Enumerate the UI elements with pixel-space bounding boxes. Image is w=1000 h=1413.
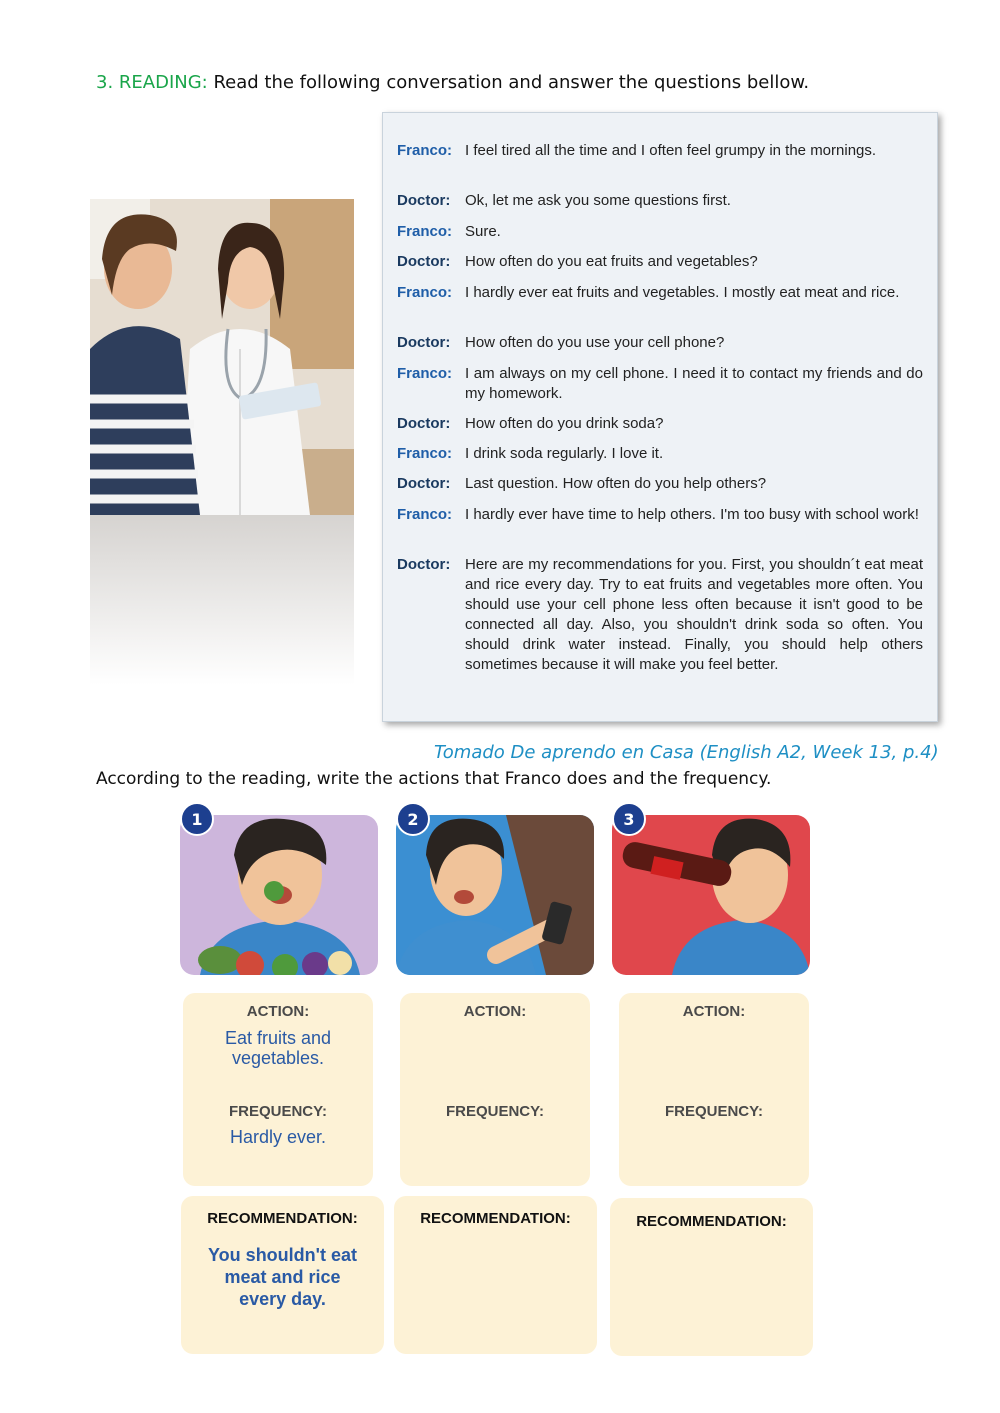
speaker-label: Doctor: <box>397 415 451 432</box>
drinking-soda-picture <box>612 815 810 975</box>
frequency-label: FREQUENCY: <box>445 1103 545 1120</box>
speaker-label: Doctor: <box>397 192 451 209</box>
doctor-patient-photo <box>90 199 354 515</box>
speaker-label: Doctor: <box>397 253 451 270</box>
dialogue-line <box>397 555 923 675</box>
speaker-label: Doctor: <box>397 556 451 573</box>
speaker-label: Doctor: <box>397 475 451 492</box>
recommendation-box <box>610 1198 813 1356</box>
using-phone-picture <box>396 815 594 975</box>
dialogue-text: I drink soda regularly. I love it. <box>465 445 664 462</box>
recommendation-box <box>181 1196 384 1354</box>
action-frequency-box <box>400 993 590 1186</box>
dialogue-line <box>397 505 923 525</box>
speaker-label: Franco: <box>397 506 453 523</box>
exercise-instruction: Read the following conversation and answer the questions bellow. <box>207 72 810 93</box>
exercise-heading <box>96 72 809 93</box>
dialogue-text: Ok, let me ask you some questions first. <box>465 192 731 209</box>
dialogue-line <box>397 191 923 211</box>
recommendation-label: RECOMMENDATION: <box>207 1210 358 1227</box>
action-label: ACTION: <box>463 1003 527 1020</box>
speaker-label: Franco: <box>397 142 453 159</box>
dialogue-line <box>397 444 923 464</box>
frequency-answer[interactable]: Hardly ever. <box>229 1127 327 1147</box>
recommendation-label: RECOMMENDATION: <box>636 1213 787 1230</box>
recommendation-answer[interactable]: You shouldn't eat meat and rice every day. <box>208 1245 357 1309</box>
task-instruction: According to the reading, write the actions that Franco does and the frequency. <box>96 769 772 789</box>
action-frequency-box <box>183 993 373 1186</box>
exercise-number: 3. READING: <box>96 72 208 93</box>
action-label: ACTION: <box>682 1003 746 1020</box>
dialogue-panel <box>382 112 938 722</box>
dialogue-line <box>397 474 923 494</box>
action-frequency-box <box>619 993 809 1186</box>
dialogue-text: I feel tired all the time and I often feel grumpy in the mornings. <box>465 142 877 159</box>
speaker-label: Doctor: <box>397 334 451 351</box>
frequency-label: FREQUENCY: <box>664 1103 764 1120</box>
dialogue-text: Here are my recommendations for you. First, you shouldn´t eat meat and rice every day. Try to eat fruits and vegetables more often. You should use your cell phone less often because it isn't good to be connected all day. Also, you shouldn't drink soda so often. You should drink water instead. Finally, you should help others sometimes because it will make you feel better. <box>465 556 923 673</box>
dialogue-line <box>397 333 923 353</box>
recommendation-box <box>394 1196 597 1354</box>
eating-vegetables-picture <box>180 815 378 975</box>
photo-reflection <box>90 515 354 685</box>
card-number-badge: 2 <box>396 802 430 836</box>
dialogue-text: I hardly ever have time to help others. I'm too busy with school work! <box>465 506 919 523</box>
action-label: ACTION: <box>246 1003 310 1020</box>
speaker-label: Franco: <box>397 445 453 462</box>
card-number-badge: 1 <box>180 802 214 836</box>
dialogue-line <box>397 364 923 404</box>
dialogue-text: I hardly ever eat fruits and vegetables. I mostly eat meat and rice. <box>465 284 900 301</box>
dialogue-line <box>397 141 923 161</box>
dialogue-text: How often do you eat fruits and vegetables? <box>465 253 758 270</box>
dialogue-text: How often do you use your cell phone? <box>465 334 725 351</box>
dialogue-text: Last question. How often do you help others? <box>465 475 767 492</box>
recommendation-label: RECOMMENDATION: <box>420 1210 571 1227</box>
dialogue-line <box>397 414 923 434</box>
action-answer[interactable]: Eat fruits and vegetables. <box>224 1028 332 1068</box>
speaker-label: Franco: <box>397 365 453 382</box>
card-number-badge: 3 <box>612 802 646 836</box>
dialogue-text: I am always on my cell phone. I need it to contact my friends and do my homework. <box>465 365 923 402</box>
source-credit: Tomado De aprendo en Casa (English A2, Week 13, p.4) <box>434 742 939 763</box>
dialogue-line <box>397 222 923 242</box>
speaker-label: Franco: <box>397 284 453 301</box>
dialogue-text: How often do you drink soda? <box>465 415 664 432</box>
dialogue-text: Sure. <box>465 223 501 240</box>
dialogue-line <box>397 252 923 272</box>
speaker-label: Franco: <box>397 223 453 240</box>
frequency-label: FREQUENCY: <box>228 1103 328 1120</box>
dialogue-line <box>397 283 923 303</box>
